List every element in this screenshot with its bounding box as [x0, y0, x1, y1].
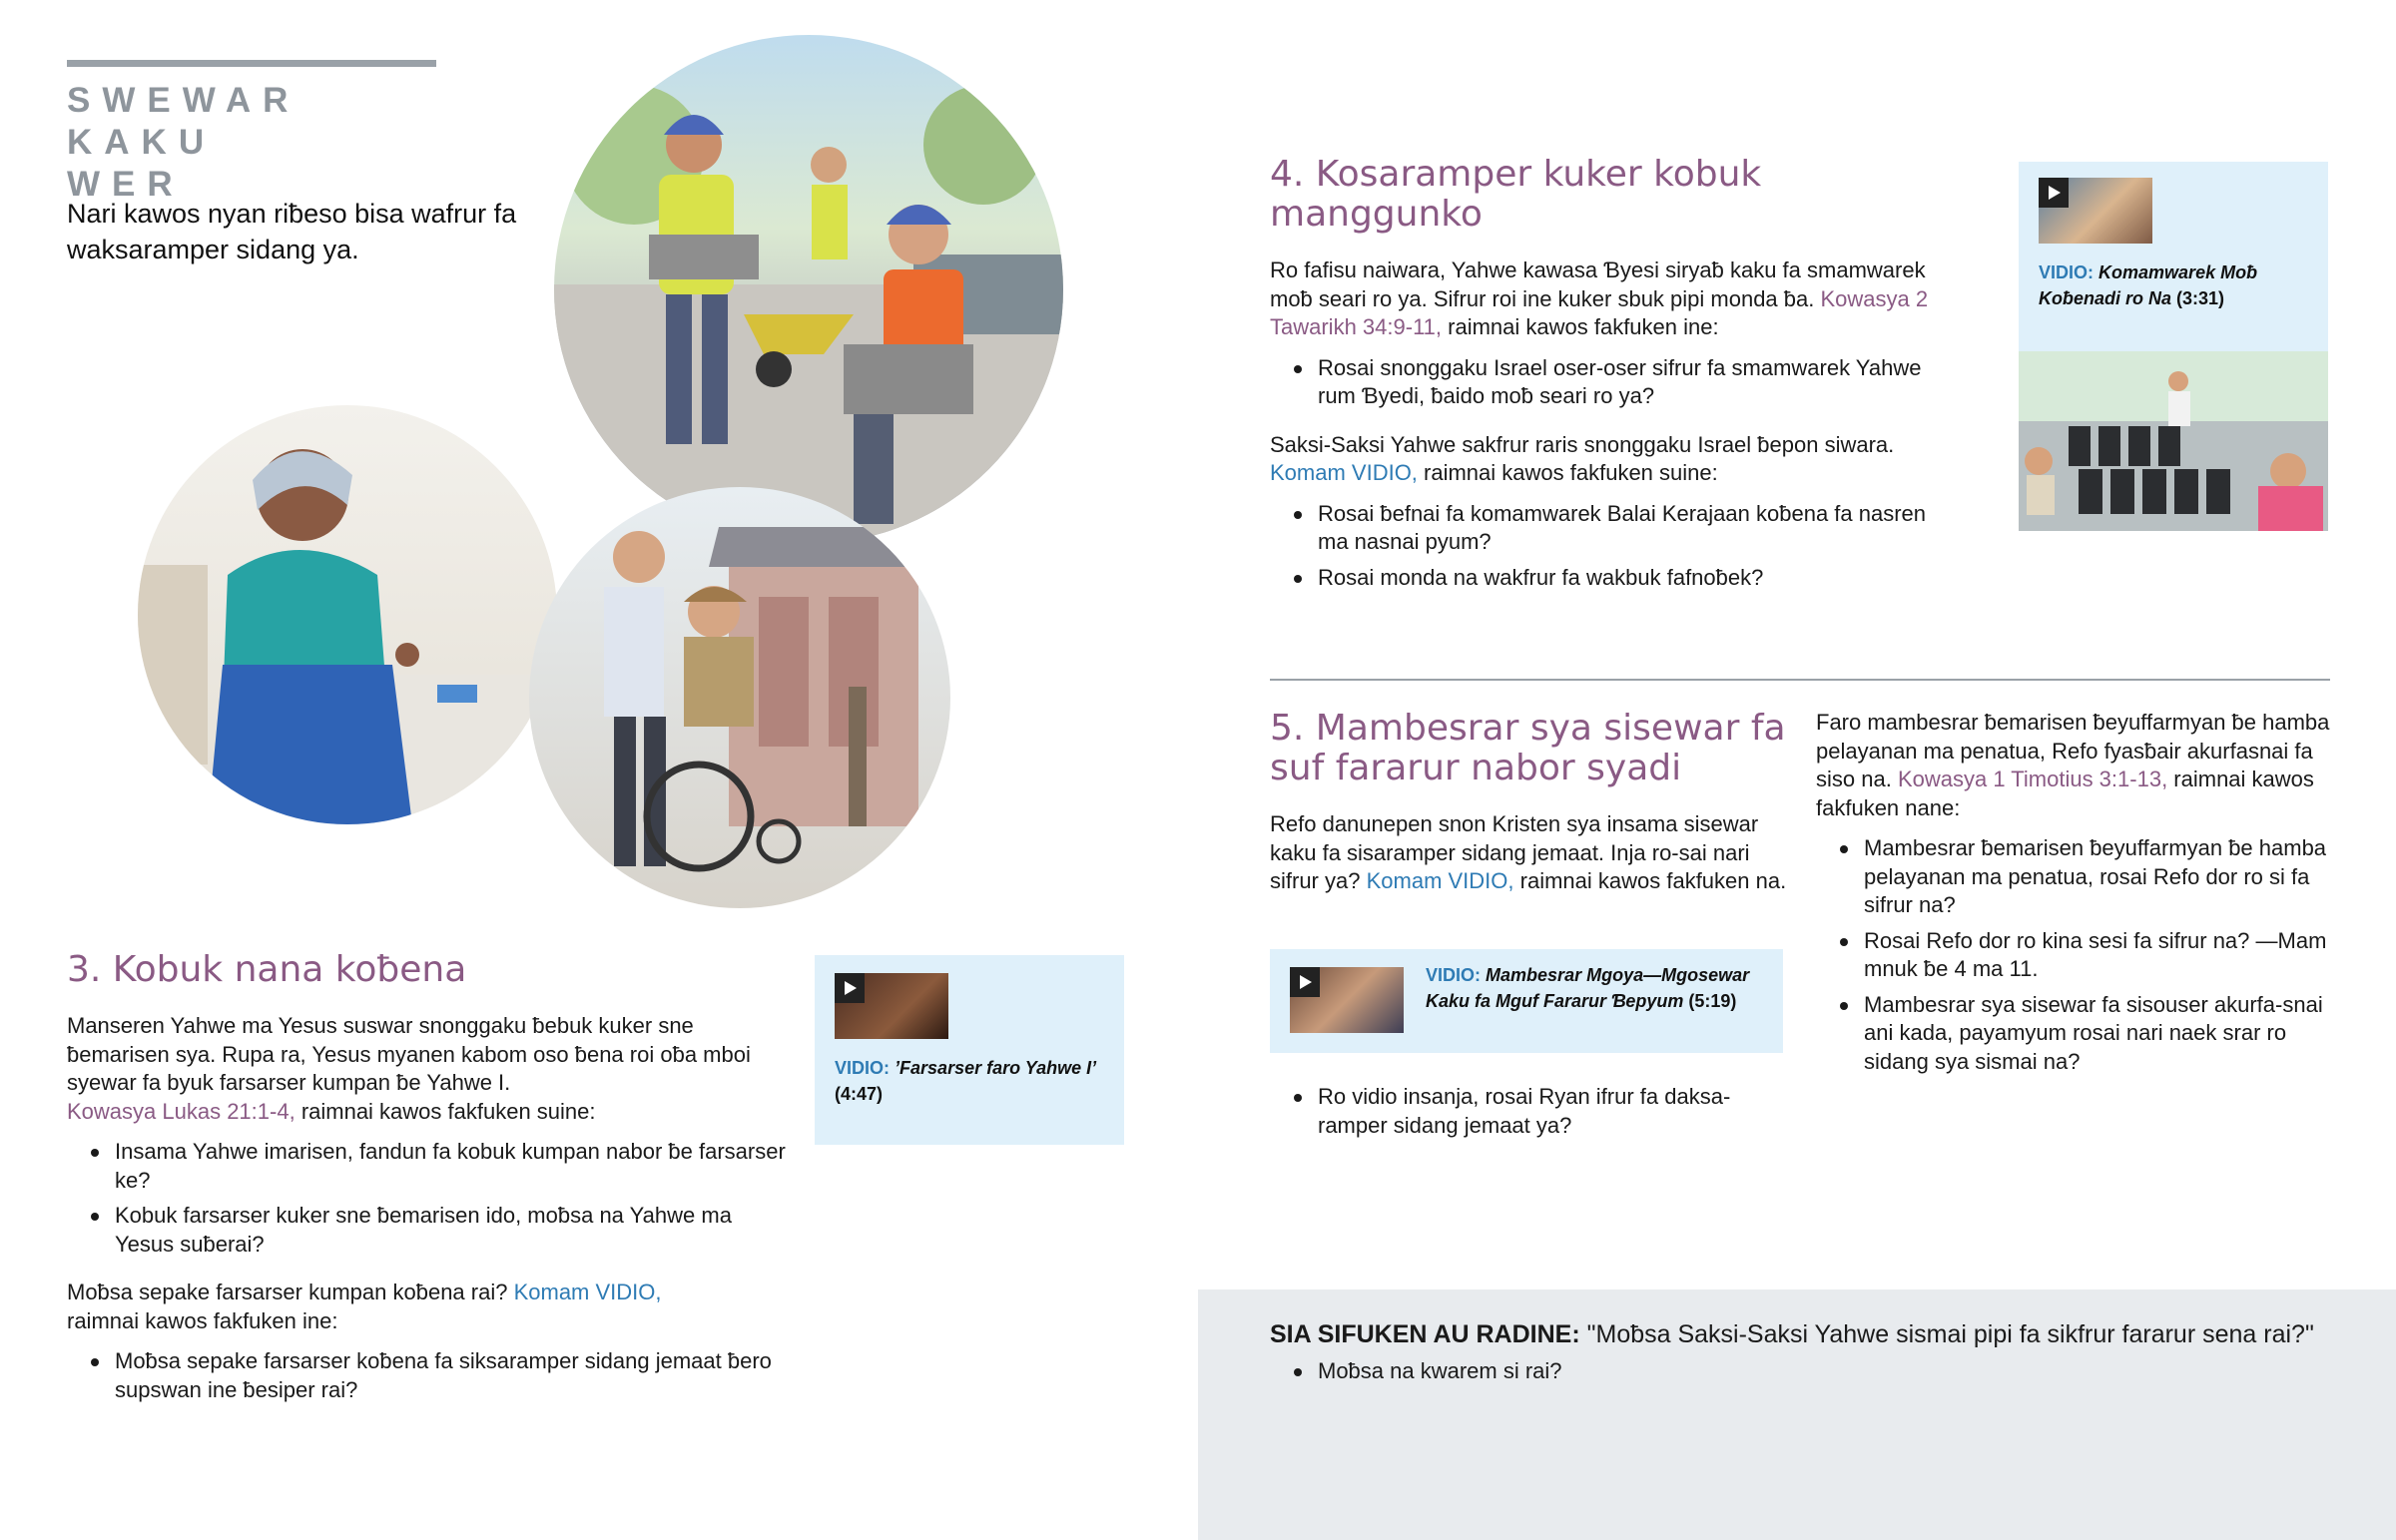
- illustration-contribution-box: [138, 405, 557, 824]
- section-3-title: 3. Kobuk nana koƀena: [67, 949, 467, 990]
- section-5-paragraph-1: Refo danunepen snon Kristen sya insama sisewar kaku fa sisaramper sidang jemaat. Inja ro-sai nari sifrur ya? Komam VIDIO, raimnai kawos fakfuken na.: [1270, 811, 1787, 893]
- list-item: Rosai ƀefnai fa komamwarek Balai Kerajaan koƀena fa nasren ma nasnai pyum?: [1270, 500, 1959, 557]
- section-3-p2-tail: raimnai kawos fakfuken ine:: [67, 1307, 338, 1333]
- section-3-paragraph-2: [67, 1279, 786, 1335]
- list-item: Rosai snonggaku Israel oser-oser sifrur fa smamwarek Yahwe rum Ɓyedi, ƀaido moƀ seari ro ya?: [1270, 354, 1959, 411]
- section-divider: [1270, 679, 2330, 681]
- list-item: Moƀsa na kwarem si rai?: [1270, 1357, 2348, 1386]
- section-label-line1: SWEWAR KAKU: [67, 81, 300, 162]
- illustration-wheelchair-assist: [529, 487, 950, 908]
- list-item: Rosai monda na wakfrur fa wakbuk fafnoƀek?: [1270, 564, 1959, 593]
- section-3-video-link[interactable]: Komam VIDIO,: [513, 1280, 662, 1304]
- section-label-line2: WER: [67, 165, 185, 204]
- list-item: Ro vidio insanja, rosai Ryan ifrur fa daksa-ramper sidang jemaat ya?: [1270, 1083, 1789, 1140]
- play-icon[interactable]: [2039, 178, 2069, 208]
- list-item: Rosai Refo dor ro kina sesi fa sifrur na? —Mam mnuk ƀe 4 ma 11.: [1816, 927, 2335, 984]
- section-3-p2-text: Moƀsa sepake farsarser kumpan koƀena rai?: [67, 1280, 514, 1304]
- section-5-paragraph-2: Faro mambesrar ƀemarisen ƀeyuffarmyan ƀe hamba pelayanan ma penatua, Refo fyasƀair akurfasnai fa siso na. Kowasya 1 Timotius 3:1-13, raimnai kawos fakfuken nane:: [1816, 710, 2330, 820]
- section-5-questions-1: [1270, 1083, 1789, 1140]
- question-box-content: [1270, 1317, 2348, 1393]
- section-3-p1-tail: raimnai kawos fakfuken suine:: [295, 1098, 596, 1124]
- illustration-construction-workers: [554, 35, 1063, 544]
- question-box-list: [1270, 1357, 2348, 1386]
- section-4: [1270, 155, 1959, 599]
- section-4-video-link[interactable]: Komam VIDIO,: [1270, 460, 1418, 485]
- list-item: Moƀsa sepake farsarser koƀena fa siksaramper sidang jemaat ƀero supswan ine ƀesiper rai?: [67, 1347, 786, 1404]
- section-3-scripture-ref[interactable]: Kowasya Lukas 21:1-4,: [67, 1098, 296, 1124]
- section-5-questions-2: [1816, 834, 2335, 1076]
- list-item: Insama Yahwe imarisen, fandun fa kobuk kumpan nabor ƀe farsarser ke?: [67, 1138, 786, 1195]
- section-5-title: 5. Mambesrar sya sisewar fa suf fararur nabor syadi: [1270, 708, 1786, 788]
- section-4-video-thumbnail[interactable]: [2039, 178, 2152, 244]
- section-3-paragraph-1: [67, 1012, 786, 1126]
- section-3-video-thumbnail[interactable]: [835, 973, 948, 1039]
- section-5-video-caption: VIDIO: Mambesrar Mgoya—Mgosewar Kaku fa Mguf Fararur Ɓepyum (5:19): [1426, 965, 1750, 1011]
- section-3-p1-text: Manseren Yahwe ma Yesus suswar snonggaku ƀebuk kuker sne ƀemarisen sya. Rupa ra, Yesus myanen kabom oso ƀena roi oƀa mboi syewar fa byuk farsarser kumpan ƀe Yahwe I.: [67, 1013, 751, 1095]
- section-label: [67, 80, 466, 206]
- section-5-left-questions: [1270, 1083, 1789, 1147]
- section-3-questions-2: [67, 1347, 786, 1404]
- list-item: Mambesrar ƀemarisen ƀeyuffarmyan ƀe hamba pelayanan ma penatua, rosai Refo dor ro si fa sifrur na?: [1816, 834, 2335, 920]
- section-4-title: 4. Kosaramper kuker kobuk manggunko: [1270, 154, 1762, 235]
- section-4-video-box[interactable]: [2019, 162, 2328, 351]
- section-3-video-box[interactable]: [815, 955, 1124, 1145]
- section-3-questions-1: [67, 1138, 786, 1259]
- intro-text: Nari kawos nyan riƀeso bisa wafrur fa waksaramper sidang ya.: [67, 199, 517, 264]
- list-item: Mambesrar sya sisewar fa sisouser akurfa-snai ani kada, payamyum rosai nari naek srar ro sidang sya sismai na?: [1816, 991, 2335, 1077]
- list-item: Kobuk farsarser kuker sne ƀemarisen ido, moƀsa na Yahwe ma Yesus suƀerai?: [67, 1202, 786, 1259]
- question-box-question: "Moƀsa Saksi-Saksi Yahwe sismai pipi fa sikfrur fararur sena rai?": [1579, 1320, 2314, 1348]
- section-5-video-thumbnail[interactable]: [1290, 967, 1404, 1033]
- question-box-label: SIA SIFUKEN AU RADINE:: [1270, 1320, 1580, 1348]
- section-4-questions-1: [1270, 354, 1959, 411]
- section-5-scripture-ref[interactable]: Kowasya 1 Timotius 3:1-13,: [1897, 767, 2168, 791]
- section-4-questions-2: [1270, 500, 1959, 593]
- section-5-right: [1816, 709, 2335, 1083]
- section-4-paragraph-2: Saksi-Saksi Yahwe sakfrur raris snonggaku Israel ƀepon siwara. Komam VIDIO, raimnai kawos fakfuken suine:: [1270, 431, 1895, 485]
- section-4-paragraph-1: Ro fafisu naiwara, Yahwe kawasa Ɓyesi siryaƀ kaku fa smamwarek moƀ seari ro ya. Sifrur roi ine kuker sbuk pipi monda ƀa. Kowasya 2 Tawarikh 34:9-11, raimnai kawos fakfuken ine:: [1270, 257, 1929, 339]
- section-4-scripture-ref[interactable]: Kowasya 2 Tawarikh 34:9-11,: [1270, 285, 1929, 339]
- section-3: [67, 950, 786, 1411]
- play-icon[interactable]: [1290, 967, 1320, 997]
- section-3-video-caption: VIDIO: ’Farsarser faro Yahwe I’ (4:47): [835, 1058, 1097, 1104]
- section-5-video-link[interactable]: Komam VIDIO,: [1366, 868, 1514, 893]
- illustration-hall-cleaning: [2019, 351, 2328, 531]
- section-4-video-caption: VIDIO: Komamwarek Moƀ Koƀenadi ro Na (3:31): [2039, 262, 2258, 308]
- question-box-heading: [1270, 1317, 2348, 1351]
- section-5-left: [1270, 709, 1789, 896]
- section-5-video-box[interactable]: [1270, 949, 1783, 1053]
- play-icon[interactable]: [835, 973, 865, 1003]
- section-top-rule: [67, 60, 436, 67]
